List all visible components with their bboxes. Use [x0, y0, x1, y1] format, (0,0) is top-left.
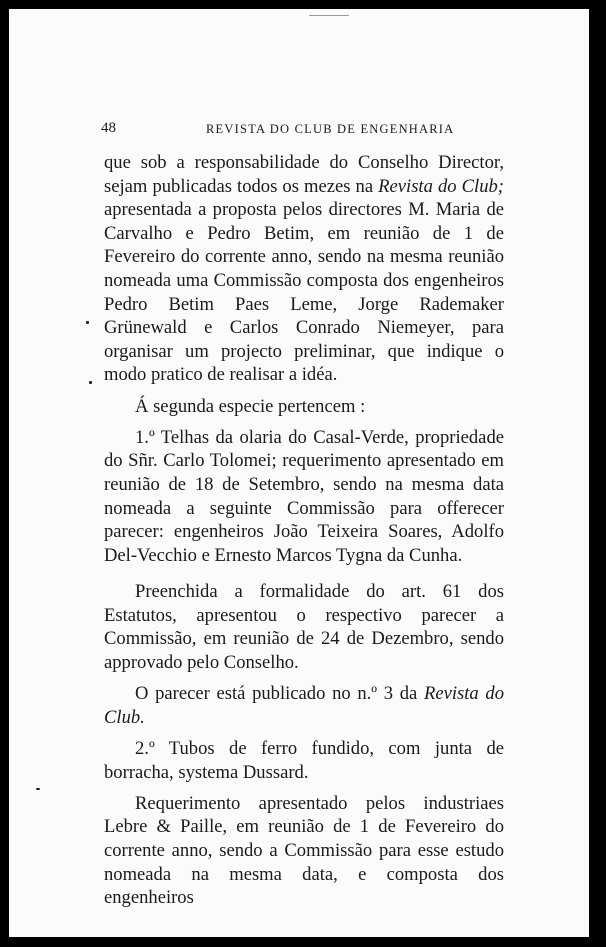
page-header	[101, 120, 511, 140]
paragraph-1-italic: Revista do Club;	[378, 175, 504, 197]
paragraph-4: Preenchida a formalidade do art. 61 dos Estatutos, apresentou o respectivo parecer a Commissão, em reunião de 24 de Dezembro, sendo approvado pelo Conselho.	[104, 581, 504, 674]
paragraph-6: 2.º Tubos de ferro fundido, com junta de borracha, systema Dussard.	[104, 738, 504, 783]
margin-speck	[89, 381, 92, 384]
page-body	[104, 151, 504, 910]
paragraph-3: 1.º Telhas da olaria do Casal-Verde, propriedade do Sñr. Carlo Tolomei; requerimento apresentado em reunião de 18 de Setembro, sendo na mesma data nomeada a seguinte Commissão para offerecer parecer: engenheiros João Teixeira Soares, Adolfo Del-Vecchio e Ernesto Marcos Tygna da Cunha.	[104, 426, 504, 566]
margin-speck	[86, 321, 89, 324]
paragraph-7: Requerimento apresentado pelos industriaes Lebre & Paille, em reunião de 1 de Fevereiro do corrente anno, sendo a Commissão para esse estudo nomeada na mesma data, e composta dos engenheiros	[104, 792, 504, 909]
paragraph-5	[104, 682, 504, 729]
paragraph-1	[104, 151, 504, 387]
paragraph-5-italic: Revista do Club.	[104, 683, 504, 728]
paragraph-2: Á segunda especie pertencem :	[135, 395, 366, 417]
top-edge-speck	[309, 15, 349, 16]
paragraph-5-text-a: O parecer está publicado no n.º 3 da	[135, 683, 424, 705]
running-title: REVISTA DO CLUB DE ENGENHARIA	[206, 122, 455, 136]
paragraph-1-text-c: apresentada a proposta pelos directores M. Maria de Carvalho e Pedro Betim, em reunião de 1 de Fevereiro do corrente anno, sendo na mesma reunião nomeada uma Commissão composta dos engenheiros Pedro Betim Paes Leme, Jorge Rademaker Grünewald e Carlos Conrado Niemeyer, para organisar um projecto preliminar, que indique o modo pratico de realisar a idéa.	[104, 199, 504, 386]
paragraph-1-text-a: que sob a responsabilidade do Conselho Director, sejam publicadas todos os mezes na	[104, 152, 504, 197]
margin-speck	[36, 788, 40, 790]
page-number: 48	[101, 120, 116, 136]
book-page	[9, 9, 589, 937]
